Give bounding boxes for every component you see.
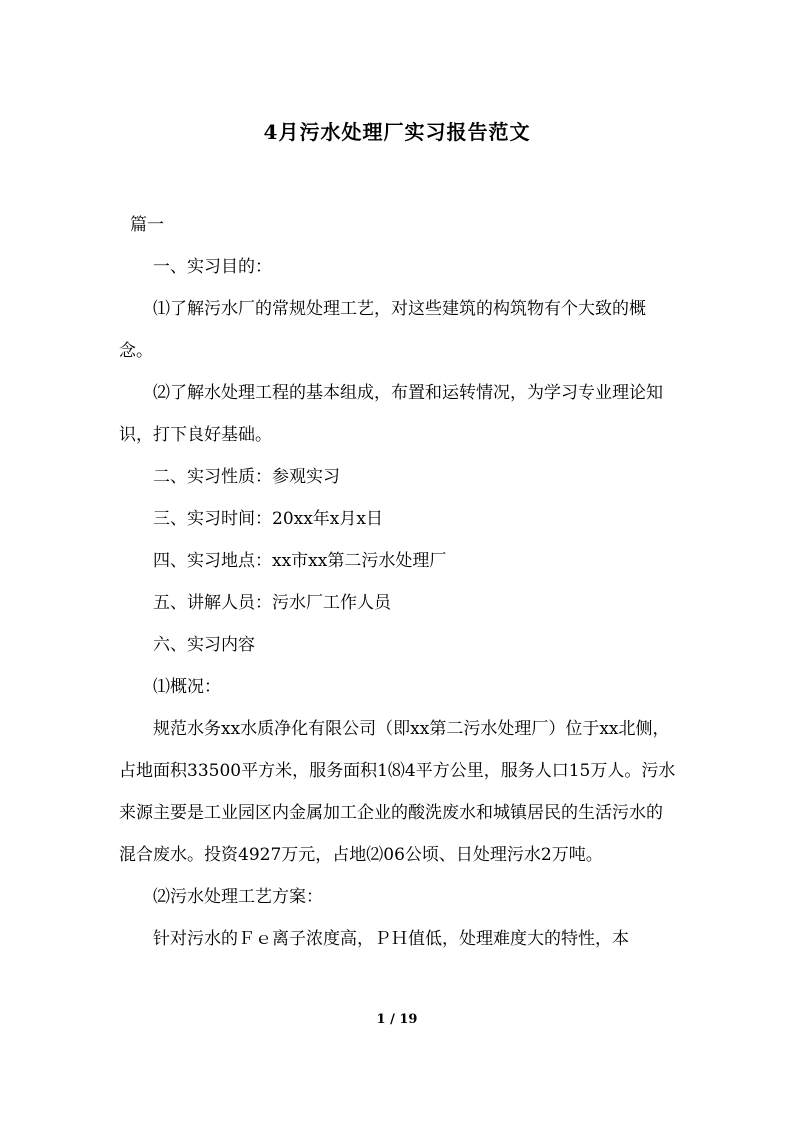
- paragraph-overview: 规范水务xx水质净化有限公司（即xx第二污水处理厂）位于xx北侧，占地面积33500平方米，服务面积1⑻4平方公里，服务人口15万人。污水来源主要是工业园区内金属加工企业的酸洗废水和城镇居民的生活污水的混合废水。投资4927万元，占地⑵06公顷、日处理污水2万吨。: [119, 719, 676, 865]
- heading-location: 四、实习地点：xx市xx第二污水处理厂: [153, 551, 447, 571]
- subheading-process: ⑵污水处理工艺方案：: [153, 887, 323, 907]
- paragraph-process: 针对污水的Ｆｅ离子浓度高，ＰＨ值低，处理难度大的特性，本: [153, 929, 629, 949]
- page-number: 1 / 19: [376, 1012, 418, 1027]
- subheading-overview: ⑴概况：: [153, 677, 221, 697]
- paragraph-purpose-1: ⑴了解污水厂的常规处理工艺，对这些建筑的构筑物有个大致的概念。: [119, 299, 646, 361]
- section-heading: 篇一: [130, 215, 164, 235]
- heading-content: 六、实习内容: [153, 635, 255, 655]
- heading-purpose: 一、实习目的：: [153, 257, 272, 277]
- document-title: 4月污水处理厂实习报告范文: [263, 120, 531, 144]
- heading-guide: 五、讲解人员：污水厂工作人员: [153, 593, 391, 613]
- heading-time: 三、实习时间：20xx年x月x日: [153, 509, 383, 529]
- heading-nature: 二、实习性质：参观实习: [153, 467, 340, 487]
- document-body: [119, 204, 679, 960]
- paragraph-purpose-2: ⑵了解水处理工程的基本组成，布置和运转情况，为学习专业理论知识，打下良好基础。: [119, 383, 663, 445]
